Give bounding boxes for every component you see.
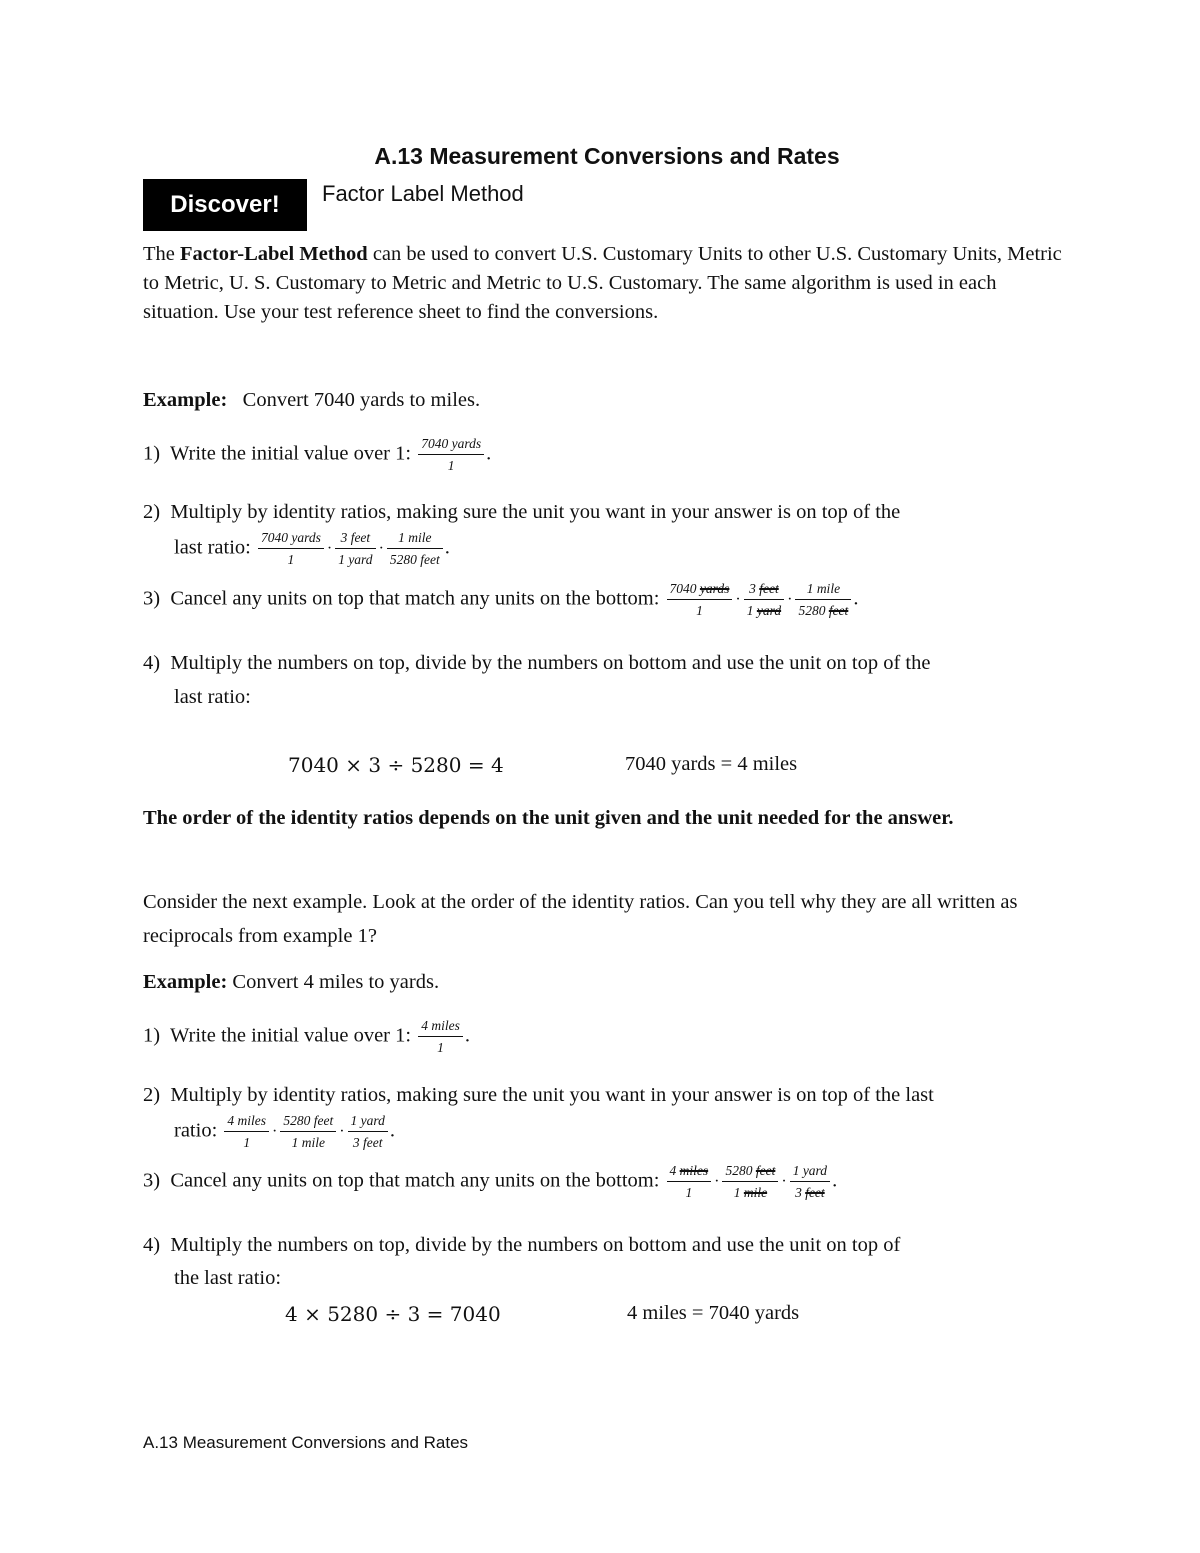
section-subtitle: Factor Label Method <box>322 181 524 206</box>
fraction <box>744 581 784 619</box>
fraction <box>335 530 375 568</box>
fraction <box>790 1163 830 1201</box>
order-note: The order of the identity ratios depends on the unit given and the unit needed for the answer. <box>143 807 954 829</box>
numerator-number: 1 mile <box>806 581 841 596</box>
fraction <box>795 581 851 619</box>
fraction <box>667 581 733 619</box>
numerator: 7040 yards <box>258 530 324 549</box>
ex2-step3: 3) Cancel any units on top that match any units on the bottom: $\frac{\text{4 miles}}{1}$ · $\frac{\text{5280 feet}}{\text{1 mile}}$ · $\frac{\text{1 yard}}{\text{3 feet}}$ . <box>143 1163 838 1200</box>
numerator-number: 7040 <box>669 581 697 596</box>
ex2-step4-cont: the last ratio: <box>174 1267 282 1289</box>
step-text: Write the initial value over 1: <box>169 1024 412 1047</box>
example-text: Convert 7040 yards to miles. <box>242 389 481 411</box>
example-text: Convert 4 miles to yards. <box>232 971 440 993</box>
numerator-number: 1 yard <box>792 1163 828 1178</box>
numerator: 3 feet <box>335 530 375 549</box>
fraction <box>387 530 443 568</box>
step-number: 4) <box>143 652 161 674</box>
ex2-step2-cont: ratio: $\frac{\text{4 miles}}{1}$ · $\frac{\text{5280 feet}}{\text{1 mile}}$ · $\frac{\text{1 yard}}{\text{3 feet}}$ . <box>174 1113 396 1150</box>
example1-heading <box>143 389 480 412</box>
denominator: 1 yard <box>338 552 373 567</box>
fraction <box>258 530 324 568</box>
step-text: Cancel any units on top that match any units on the bottom: <box>170 1169 660 1192</box>
cancelled-unit: yards <box>699 581 730 596</box>
denominator-number: 5280 <box>798 603 826 618</box>
denominator-number: 1 <box>696 603 703 618</box>
denominator: 5280 feet <box>389 552 440 567</box>
step-number: 4) <box>143 1234 161 1256</box>
ex2-step2 <box>143 1084 934 1107</box>
cancelled-unit: feet <box>759 581 779 596</box>
fraction <box>418 1018 463 1056</box>
ex1-step3: 3) Cancel any units on top that match any units on the bottom: $\frac{\text{7040 yards}}{1}$ · $\frac{\text{3 feet}}{\text{1 yard}}$ · $\frac{\text{1 mile}}{\text{5280 feet}}$ . <box>143 581 859 618</box>
numerator: 1 yard <box>348 1113 388 1132</box>
consider-paragraph: Consider the next example. Look at the order of the identity ratios. Can you tell why they are all written as reciprocals from example 1? <box>143 891 1018 947</box>
step-text: Multiply the numbers on top, divide by the numbers on bottom and use the unit on top of <box>170 1234 901 1256</box>
denominator: 1 <box>287 552 295 567</box>
cancelled-unit: feet <box>805 1185 825 1200</box>
fraction <box>667 1163 712 1201</box>
denominator: 1 mile <box>291 1135 325 1150</box>
numerator: 7040 yards <box>418 436 484 455</box>
numerator: 4 miles <box>418 1018 463 1037</box>
denominator-number: 1 <box>746 603 754 618</box>
step-text: Multiply the numbers on top, divide by the numbers on bottom and use the unit on top of the <box>170 652 931 674</box>
step-text: Cancel any units on top that match any units on the bottom: <box>170 587 660 610</box>
denominator: 1 <box>447 458 455 473</box>
denominator: 1 <box>437 1040 444 1055</box>
intro-bold-term: Factor-Label Method <box>180 243 368 265</box>
example-label: Example: <box>143 971 228 993</box>
ex1-equation: 7040 × 3 ÷ 5280 = 4 <box>288 753 504 777</box>
step-number: 1) <box>143 1024 161 1047</box>
numerator-number: 3 <box>749 581 756 596</box>
example2-heading <box>143 971 439 994</box>
step-text-cont: last ratio: <box>174 536 251 559</box>
fraction <box>348 1113 388 1151</box>
numerator: 4 miles <box>224 1113 269 1132</box>
denominator: 3 feet <box>352 1135 383 1150</box>
denominator: 1 <box>243 1135 251 1150</box>
cancelled-unit: feet <box>755 1163 776 1178</box>
ex1-result: 7040 yards = 4 miles <box>625 753 798 775</box>
example-label: Example: <box>143 389 228 411</box>
step-text: Multiply by identity ratios, making sure the unit you want in your answer is on top of the last <box>170 1084 934 1106</box>
ex1-step4 <box>143 652 930 675</box>
discover-badge: Discover! <box>143 179 307 231</box>
numerator-number: 5280 <box>725 1163 753 1178</box>
cancelled-unit: mile <box>743 1185 768 1200</box>
cancelled-unit: feet <box>828 603 849 618</box>
cancelled-unit: yard <box>756 603 782 618</box>
ex2-step1: 1) Write the initial value over 1: $\frac{\text{4 miles}}{1}$ . <box>143 1018 470 1055</box>
ex2-equation: 4 × 5280 ÷ 3 = 7040 <box>285 1302 501 1326</box>
step-number: 3) <box>143 1169 161 1192</box>
numerator: 1 mile <box>387 530 443 549</box>
fraction <box>418 436 484 474</box>
denominator-number: 1 <box>733 1185 741 1200</box>
step-number: 2) <box>143 501 161 523</box>
cancelled-unit: miles <box>679 1163 709 1178</box>
page-footer: A.13 Measurement Conversions and Rates <box>143 1433 469 1452</box>
ex1-step4-cont: last ratio: <box>174 686 251 708</box>
ex2-result: 4 miles = 7040 yards <box>627 1302 800 1324</box>
step-text-cont: ratio: <box>174 1119 218 1142</box>
page-title: A.13 Measurement Conversions and Rates <box>374 143 840 169</box>
step-number: 2) <box>143 1084 161 1106</box>
intro-paragraph <box>143 240 1063 327</box>
numerator-number: 4 <box>669 1163 677 1178</box>
ex1-step2 <box>143 501 900 524</box>
denominator-number: 1 <box>685 1185 693 1200</box>
fraction <box>224 1113 269 1151</box>
ex1-step2-cont: last ratio: $\frac{\text{7040 yards}}{1}$ · $\frac{\text{3 feet}}{\text{1 yard}}$ · $\frac{\text{1 mile}}{\text{5280 feet}}$ . <box>174 530 450 567</box>
step-text: Multiply by identity ratios, making sure the unit you want in your answer is on top of the <box>170 501 901 523</box>
step-number: 3) <box>143 587 161 610</box>
step-number: 1) <box>143 442 161 465</box>
step-text: Write the initial value over 1: <box>169 442 412 465</box>
intro-pre: The <box>143 243 180 265</box>
fraction <box>280 1113 336 1151</box>
intro-rest: can be used to convert U.S. Customary Units to other U.S. Customary Units, Metric to Metric, U. S. Customary to Metric and Metric to U.S. Customary. The same algorithm is used in each situation. Use your test reference sheet to find the conversions. <box>143 243 1062 323</box>
fraction <box>722 1163 778 1201</box>
ex1-step1: 1) Write the initial value over 1: $\frac{\text{7040 yards}}{1}$ . <box>143 436 492 473</box>
denominator-number: 3 <box>795 1185 802 1200</box>
ex2-step4 <box>143 1234 900 1257</box>
numerator: 5280 feet <box>280 1113 336 1132</box>
